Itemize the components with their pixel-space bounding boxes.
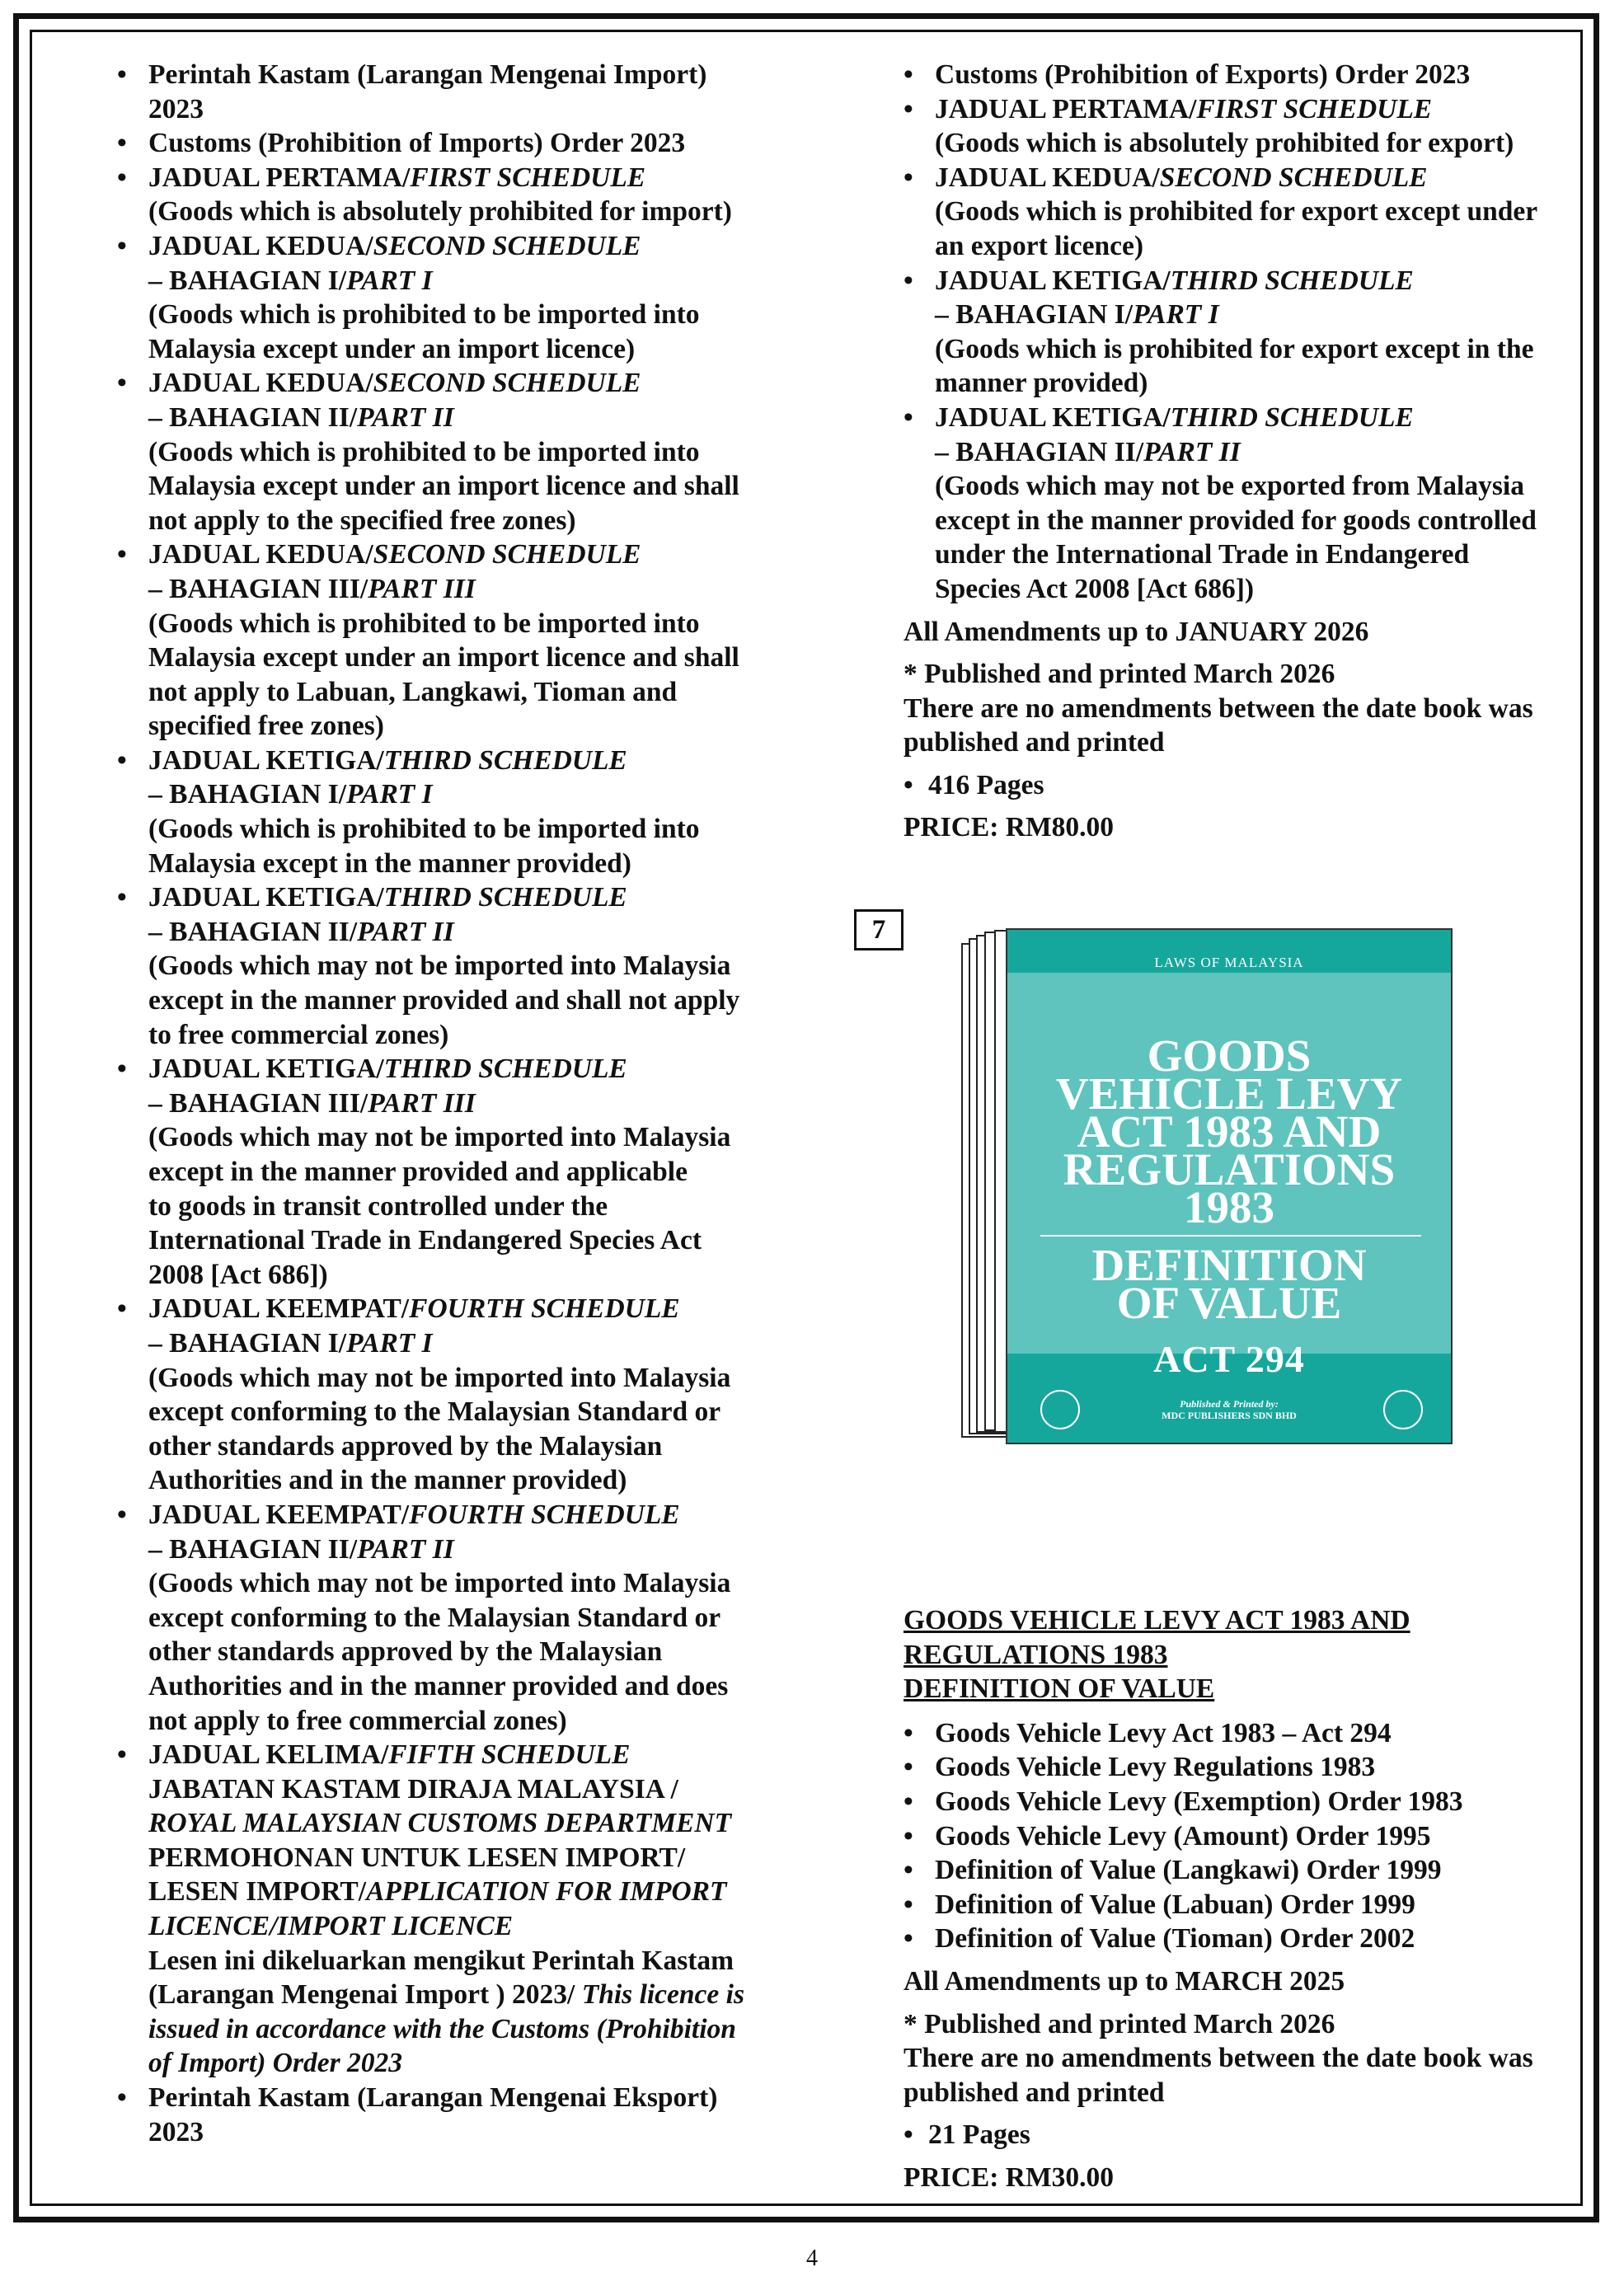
left-list-item-line [148,1326,777,1361]
left-list-item-line [148,1429,777,1464]
book7-page-count: • 21 Pages [904,2118,1563,2152]
left-list-item [117,126,777,161]
text-run: (Goods which is prohibited to be imported into [148,436,700,467]
text-run: (Goods which is prohibited for export except in the [935,333,1534,364]
no-amendments-line-2: published and printed [904,727,1165,758]
right-list-item-line [935,264,1563,298]
book7-contents-item: • Goods Vehicle Levy Act 1983 – Act 294 [904,1716,1563,1751]
right-list-item-line [935,58,1563,92]
text-run: – BAHAGIAN I/ [148,1327,347,1359]
text-run: 2008 [Act 686]) [148,1259,328,1290]
text-run: International Trade in Endangered Species Act [148,1225,702,1256]
left-list-item [117,2081,777,2149]
right-list-item [904,161,1563,264]
text-run: THIRD SCHEDULE [383,1054,627,1085]
text-run: – BAHAGIAN II/ [148,1533,358,1565]
right-list-item-line [935,537,1563,572]
text-run: (Goods which is prohibited to be imported into [148,608,700,639]
left-list-item-line [148,537,777,572]
text-run: Perintah Kastam (Larangan Mengenai Eksport) [148,2082,718,2114]
text-run: FIRST SCHEDULE [1196,93,1433,124]
book7-contents-list [904,1716,1563,1956]
text-run: PART II [357,916,454,947]
text-run: THIRD SCHEDULE [383,882,627,913]
left-list-item-line [148,1806,777,1841]
text-run: – BAHAGIAN I/ [148,779,347,810]
text-run: – BAHAGIAN III/ [148,1087,368,1119]
text-run: JADUAL KEDUA/ [148,230,373,261]
text-run: to goods in transit controlled under the [148,1190,608,1222]
left-list-item-line [148,1052,777,1087]
right-list-item [904,92,1563,161]
text-run: JADUAL KEDUA/ [148,539,373,570]
page-number: 4 [806,2246,818,2271]
text-run: other standards approved by the Malaysian [148,1430,663,1462]
text-run: JADUAL PERTAMA/ [935,93,1197,124]
page-count: • 416 Pages [904,768,1563,803]
text-run: not apply to free commercial zones) [148,1705,567,1736]
text-run: PERMOHONAN UNTUK LESEN IMPORT/ [148,1842,686,1873]
book-title [904,1603,1563,1706]
left-list-item-line [148,366,777,401]
right-contents-list [904,58,1563,607]
book7-contents-item: • Goods Vehicle Levy Regulations 1983 [904,1750,1563,1785]
left-list-item [117,366,777,537]
right-list-item-line [935,229,1563,264]
amendments-note: All Amendments up to JANUARY 2026 [904,616,1369,647]
text-run: PART I [346,265,433,296]
text-run: JABATAN KASTAM DIRAJA MALAYSIA / [148,1773,678,1805]
text-run: JADUAL KETIGA/ [148,1054,384,1085]
text-run: except conforming to the Malaysian Standard or [148,1396,721,1428]
text-run: – BAHAGIAN II/ [148,401,358,433]
right-list-item-line [935,504,1563,538]
book-title-line-2: REGULATIONS 1983 [904,1639,1168,1670]
text-run: manner provided) [935,368,1148,399]
right-list-item [904,401,1563,607]
left-list-item [117,1052,777,1292]
text-run: 2023 [148,2116,204,2147]
cover-publisher-line: MDC PUBLISHERS SDN BHD [1162,1410,1297,1421]
text-run: under the International Trade in Endangered [935,539,1470,570]
left-list-item-line [148,1223,777,1258]
text-run: LESEN IMPORT/ [148,1876,367,1908]
cover-divider [1040,1235,1421,1237]
text-run: This licence is [581,1979,745,2011]
cover-publisher [1007,1398,1451,1421]
book7-no-amendments-line-2: published and printed [904,2077,1165,2108]
left-list-item [117,1498,777,1738]
cover-title-line: REGULATIONS [1063,1144,1396,1194]
text-run: JADUAL KETIGA/ [935,265,1171,296]
text-run: FOURTH SCHEDULE [409,1293,680,1325]
left-list-item [117,744,777,880]
text-run: specified free zones) [148,711,384,742]
left-column [117,58,777,2149]
left-list-item-line [148,1841,777,1875]
left-list-item-line [148,1120,777,1155]
left-list-item-line [148,607,777,641]
left-list-item-line [148,504,777,538]
left-list-item-line [148,1463,777,1498]
text-run: other standards approved by the Malaysian [148,1636,663,1668]
left-list-item-line [148,847,777,881]
left-list-item-line [148,2012,777,2047]
left-list-item-line [148,1018,777,1053]
left-list-item-line [148,2081,777,2115]
cover-subtitle-line: OF VALUE [1116,1278,1342,1328]
text-run: Species Act 2008 [Act 686]) [935,573,1255,604]
text-run: Malaysia except under an import licence and shall [148,471,739,502]
left-list-item-line [148,1498,777,1532]
right-list-item-line [935,195,1563,229]
price: PRICE: RM80.00 [904,812,1114,843]
text-run: PART I [1133,299,1219,331]
book-cover-image [961,910,1453,1444]
left-list-item-line [148,1704,777,1739]
left-list-item-line [148,1566,777,1601]
book7-published-line: * Published and printed March 2026 [904,2008,1335,2039]
left-list-item-line [148,1909,777,1944]
text-run: ROYAL MALAYSIAN CUSTOMS DEPARTMENT [148,1808,732,1839]
cover-publisher-line: Published & Printed by: [1180,1398,1279,1410]
left-list-item-line [148,1944,777,1978]
cover-title-line: 1983 [1184,1182,1274,1232]
text-run: FIRST SCHEDULE [410,162,646,193]
left-list-item-line [148,915,777,950]
text-run: Malaysia except in the manner provided) [148,847,631,879]
book7-no-amendments-line-1: There are no amendments between the date book was [904,2043,1533,2074]
book7-contents-item: • Definition of Value (Labuan) Order 1999 [904,1888,1563,1922]
book7-price: PRICE: RM30.00 [904,2161,1114,2193]
right-list-item-line [935,161,1563,195]
cover-title [1007,1030,1451,1232]
left-list-item-line [148,195,777,229]
text-run: – BAHAGIAN I/ [935,299,1134,331]
text-run: JADUAL KEEMPAT/ [148,1499,410,1530]
text-run: (Larangan Mengenai Import ) 2023/ [148,1979,582,2011]
published-line: * Published and printed March 2026 [904,659,1335,690]
text-run: SECOND SCHEDULE [373,368,641,399]
text-run: – BAHAGIAN II/ [148,916,358,947]
book7-published-note [904,2007,1563,2110]
left-list-item [117,1738,777,2081]
text-run: LICENCE/IMPORT LICENCE [148,1911,514,1942]
text-run: JADUAL PERTAMA/ [148,162,411,193]
book7-contents-item: • Goods Vehicle Levy (Amount) Order 1995 [904,1819,1563,1854]
text-run: PART II [357,1533,454,1565]
text-run: Lesen ini dikeluarkan mengikut Perintah Kastam [148,1945,735,1976]
right-list-item-line [935,572,1563,607]
left-list-item-line [148,435,777,470]
text-run: PART I [346,1327,433,1359]
text-run: JADUAL KETIGA/ [148,744,384,776]
text-run: of Import) Order 2023 [148,2048,403,2079]
right-list-item-line [935,366,1563,401]
left-list-item [117,880,777,1052]
left-list-item-line [148,229,777,264]
book-title-line-1: GOODS VEHICLE LEVY ACT 1983 AND [904,1605,1410,1636]
text-run: not apply to Labuan, Langkawi, Tioman and [148,676,678,707]
book7-contents-item: • Goods Vehicle Levy (Exemption) Order 1983 [904,1785,1563,1819]
left-list-item-line [148,880,777,915]
left-list-item-line [148,812,777,847]
left-list-item-line [148,1875,777,1909]
text-run: THIRD SCHEDULE [383,744,627,776]
text-run: PART II [1143,436,1241,467]
right-list-item-line [935,92,1563,127]
left-list-item [117,161,777,229]
cover-act-number: ACT 294 [1153,1338,1305,1380]
text-run: (Goods which is absolutely prohibited for import) [148,196,732,228]
left-list-item-line [148,2115,777,2150]
text-run: Authorities and in the manner provided) [148,1465,627,1496]
cover-title-line: VEHICLE LEVY [1055,1068,1403,1119]
text-run: PART I [346,779,433,810]
left-list-item [117,537,777,744]
left-list-item [117,229,777,366]
book7-contents-item: • Definition of Value (Langkawi) Order 1999 [904,1853,1563,1888]
left-list-item-line [148,469,777,504]
left-list-item-line [148,1601,777,1636]
right-list-item-line [935,298,1563,332]
cover-title-line: ACT 1983 AND [1077,1106,1382,1157]
right-list-item-line [935,126,1563,161]
text-run: JADUAL KELIMA/ [148,1739,389,1771]
left-list-item-line [148,675,777,710]
text-run: (Goods which is prohibited to be imported into [148,814,700,845]
text-run: (Goods which is absolutely prohibited for export) [935,128,1514,159]
left-list-item-line [148,1532,777,1567]
no-amendments-line-1: There are no amendments between the date book was [904,692,1533,724]
text-run: not apply to the specified free zones) [148,505,576,536]
text-run: (Goods which may not be imported into Malaysia [148,1362,731,1393]
left-list-item-line [148,744,777,778]
book7-contents-item: • Definition of Value (Tioman) Order 2002 [904,1922,1563,1956]
left-list-item-line [148,332,777,367]
text-run: THIRD SCHEDULE [1170,265,1414,296]
text-run: Customs (Prohibition of Imports) Order 2023 [148,128,686,159]
text-run: (Goods which may not be imported into Malaysia [148,950,731,982]
text-run: – BAHAGIAN I/ [148,265,347,296]
left-list-item-line [148,58,777,92]
left-list-item-line [148,777,777,812]
cover-subtitle-line: DEFINITION [1091,1240,1367,1290]
left-list-item-line [148,1258,777,1293]
left-list-item-line [148,949,777,983]
cover-series-label: LAWS OF MALAYSIA [1154,955,1304,970]
text-run: PART III [368,1087,476,1119]
text-run: except conforming to the Malaysian Standard or [148,1602,721,1633]
text-run: PART III [368,573,476,604]
text-run: JADUAL KETIGA/ [148,882,384,913]
text-run: Authorities and in the manner provided and does [148,1670,729,1701]
left-list-item-line [148,1190,777,1224]
left-list-item-line [148,401,777,435]
text-run: Perintah Kastam (Larangan Mengenai Import) [148,59,707,90]
right-list-item-line [935,401,1563,435]
text-run: SECOND SCHEDULE [373,230,641,261]
left-list-item-line [148,264,777,298]
book7-amendments-note: All Amendments up to MARCH 2025 [904,1966,1345,1997]
left-list-item-line [148,1738,777,1772]
right-list-item [904,264,1563,401]
left-list-item-line [148,641,777,675]
text-run: (Goods which may not be imported into Malaysia [148,1568,731,1599]
text-run: (Goods which may not be imported into Malaysia [148,1122,731,1153]
right-list-item-line [935,469,1563,504]
text-run: Malaysia except under an import licence) [148,333,636,364]
left-list-item-line [148,1669,777,1704]
book-title-line-3: DEFINITION OF VALUE [904,1673,1215,1705]
left-list-item-line [148,572,777,607]
text-run: except in the manner provided and shall not apply [148,985,740,1016]
left-list-item [117,58,777,126]
text-run: issued in accordance with the Customs (Prohibition [148,2013,736,2044]
text-run: except in the manner provided and applicable [148,1157,688,1187]
left-list-item-line [148,1155,777,1190]
right-list-item-line [935,435,1563,470]
book-cover [1006,928,1453,1444]
text-run: THIRD SCHEDULE [1170,401,1414,433]
item-number-box: 7 [854,909,904,950]
text-run: an export licence) [935,230,1144,261]
text-run: SECOND SCHEDULE [1159,162,1428,193]
left-list-item-line [148,1772,777,1807]
left-list-item-line [148,709,777,744]
left-list-item-line [148,1978,777,2012]
text-run: Customs (Prohibition of Exports) Order 2023 [935,59,1471,90]
left-list-item-line [148,161,777,195]
text-run: JADUAL KEDUA/ [935,162,1160,193]
cover-subtitle [1007,1240,1451,1328]
text-run: except in the manner provided for goods controlled [935,505,1537,536]
text-run: FOURTH SCHEDULE [409,1499,680,1530]
text-run: JADUAL KETIGA/ [935,401,1171,433]
left-list-item-line [148,126,777,161]
text-run: to free commercial zones) [148,1019,449,1050]
text-run: APPLICATION FOR IMPORT [366,1876,727,1908]
cover-title-line: GOODS [1147,1030,1312,1081]
left-list-item-line [148,1292,777,1326]
text-run: JADUAL KEDUA/ [148,368,373,399]
left-list-item-line [148,298,777,332]
text-run: FIFTH SCHEDULE [388,1739,631,1771]
text-run: SECOND SCHEDULE [373,539,641,570]
left-list-item-line [148,92,777,127]
left-list-item [117,1292,777,1498]
left-list-item-line [148,1395,777,1429]
text-run: – BAHAGIAN II/ [935,436,1144,467]
text-run: 2023 [148,93,204,124]
text-run: (Goods which is prohibited to be imported into [148,299,700,331]
text-run: JADUAL KEEMPAT/ [148,1293,410,1325]
left-list-item-line [148,2046,777,2081]
text-run: Malaysia except under an import licence and shall [148,642,739,674]
left-list-item-line [148,1635,777,1669]
left-contents-list [117,58,777,2149]
left-list-item-line [148,1361,777,1396]
text-run: PART II [357,401,454,433]
right-list-item [904,58,1563,92]
published-note [904,657,1563,760]
right-list-item-line [935,332,1563,367]
text-run: – BAHAGIAN III/ [148,573,368,604]
left-list-item-line [148,983,777,1018]
left-list-item-line [148,1087,777,1121]
text-run: (Goods which may not be exported from Malaysia [935,471,1524,502]
text-run: (Goods which is prohibited for export except under [935,196,1538,228]
